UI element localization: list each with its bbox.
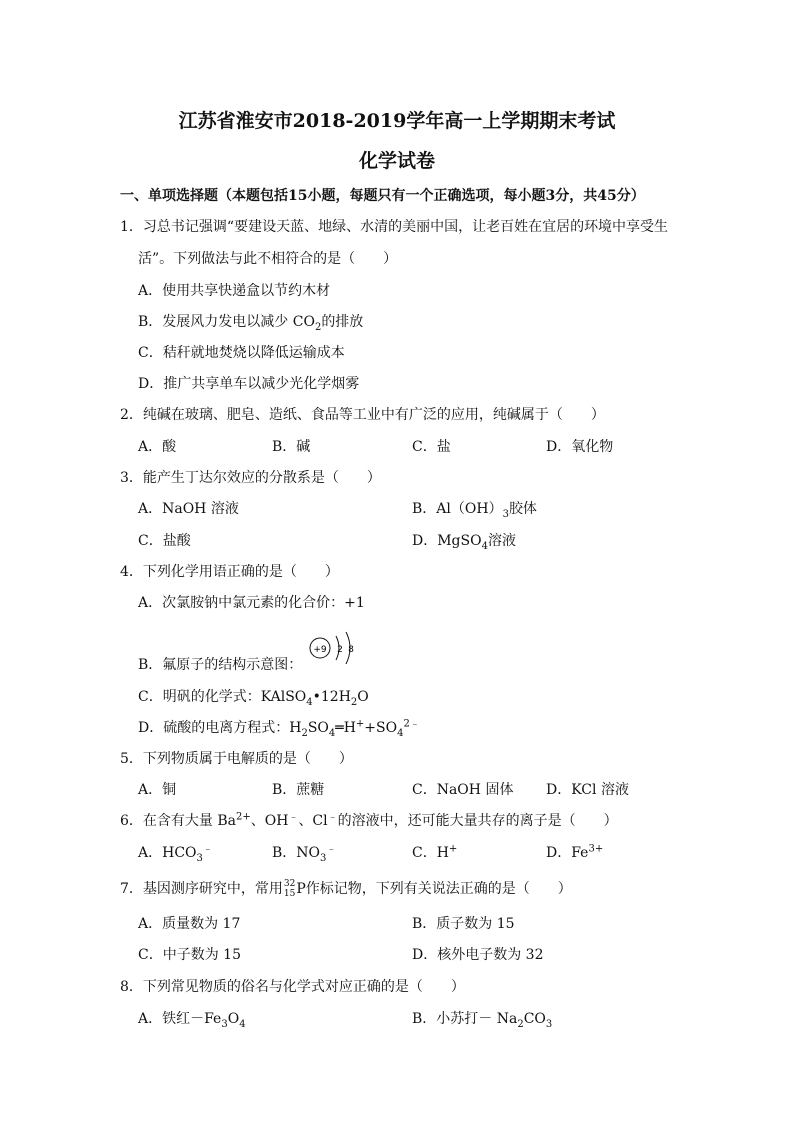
q1-stem-line1: 1．习总书记强调“要建设天蓝、地绿、水清的美丽中国，让老百姓在宜居的环境中享受生 — [120, 219, 669, 235]
q8-option-b: B．小苏打－ $Na_2CO_3$ — [412, 1011, 553, 1030]
q2-option-d: D．氧化物 — [546, 439, 614, 455]
q3-option-c: C．盐酸 — [138, 533, 191, 549]
q6-option-c: C．H+ — [412, 843, 458, 861]
q1-option-d: D．推广共享单车以减少光化学烟雾 — [138, 376, 360, 392]
fluorine-atom-diagram — [306, 628, 366, 668]
q6-option-d: D．$Fe^{3+}$ — [546, 843, 604, 861]
exam-subtitle: 化学试卷 — [358, 150, 435, 172]
q6-option-a: A．$HCO_3^﹣$ — [138, 843, 213, 864]
q2-option-a: A．酸 — [138, 439, 177, 455]
q6-option-b: B．$NO_3^﹣$ — [272, 843, 337, 864]
section-heading: 一、单项选择题（本题包括15小题，每题只有一个正确选项，每小题3分，共45分） — [120, 188, 645, 204]
q3-option-d: D．MgSO$_4$溶液 — [412, 533, 516, 552]
q1-option-c: C．秸秆就地焚烧以降低运输成本 — [138, 345, 345, 361]
q1-option-a: A．使用共享快递盒以节约木材 — [138, 283, 331, 299]
q6-stem: 6．在含有大量 $Ba^{2+}$、OH﹣、Cl﹣的溶液中，还可能大量共存的离子是（ ） — [120, 811, 618, 829]
exam-title: 江苏省淮安市2018-2019学年高一上学期期末考试 — [178, 110, 616, 132]
atom-shell2-label: 8 — [348, 645, 354, 655]
q7-option-a: A．质量数为 17 — [138, 916, 241, 932]
q8-stem: 8．下列常见物质的俗名与化学式对应正确的是（ ） — [120, 979, 465, 995]
isotope-numbers: 32 15 — [283, 879, 296, 899]
q2-option-b: B．碱 — [272, 439, 311, 455]
q4-stem: 4．下列化学用语正确的是（ ） — [120, 564, 339, 580]
q7-option-c: C．中子数为 15 — [138, 947, 241, 963]
q5-option-a: A．铜 — [138, 782, 177, 798]
q5-option-d: D．KCl 溶液 — [546, 782, 629, 798]
q7-option-b: B．质子数为 15 — [412, 916, 515, 932]
q7-stem: 7．基因测序研究中，常用 32 15 P作标记物，下列有关说法正确的是（ ） — [120, 879, 572, 899]
q5-option-c: C．NaOH 固体 — [412, 782, 514, 798]
atom-nucleus-label: +9 — [313, 645, 327, 655]
q5-option-b: B．蔗糖 — [272, 782, 325, 798]
q7-option-d: D．核外电子数为 32 — [412, 947, 544, 963]
q5-stem: 5．下列物质属于电解质的是（ ） — [120, 751, 353, 767]
q4-option-d: D．硫酸的电离方程式：$H_2SO_4═H^++SO_4^{2﹣}$ — [138, 718, 420, 739]
q1-option-b: B．发展风力发电以减少 $CO_2$的排放 — [138, 314, 364, 333]
q2-stem: 2．纯碱在玻璃、肥皂、造纸、食品等工业中有广泛的应用，纯碱属于（ ） — [120, 407, 605, 423]
q4-option-c: C．明矾的化学式：$KAlSO_4•12H_2O$ — [138, 689, 369, 708]
q3-stem: 3．能产生丁达尔效应的分散系是（ ） — [120, 470, 381, 486]
q2-option-c: C．盐 — [412, 439, 451, 455]
q4-option-a: A．次氯胺钠中氯元素的化合价：+1 — [138, 595, 365, 611]
q4-option-b: B．氟原子的结构示意图： — [138, 657, 303, 673]
q3-option-b: B．$Al(OH)_3$胶体 — [412, 501, 537, 520]
atom-shell1-label: 2 — [337, 645, 343, 655]
q8-option-a: A．铁红$-Fe_3O_4$ — [138, 1011, 246, 1030]
q3-option-a: A．NaOH 溶液 — [138, 501, 239, 517]
q1-stem-line2: 活”。下列做法与此不相符合的是（ ） — [138, 251, 398, 267]
